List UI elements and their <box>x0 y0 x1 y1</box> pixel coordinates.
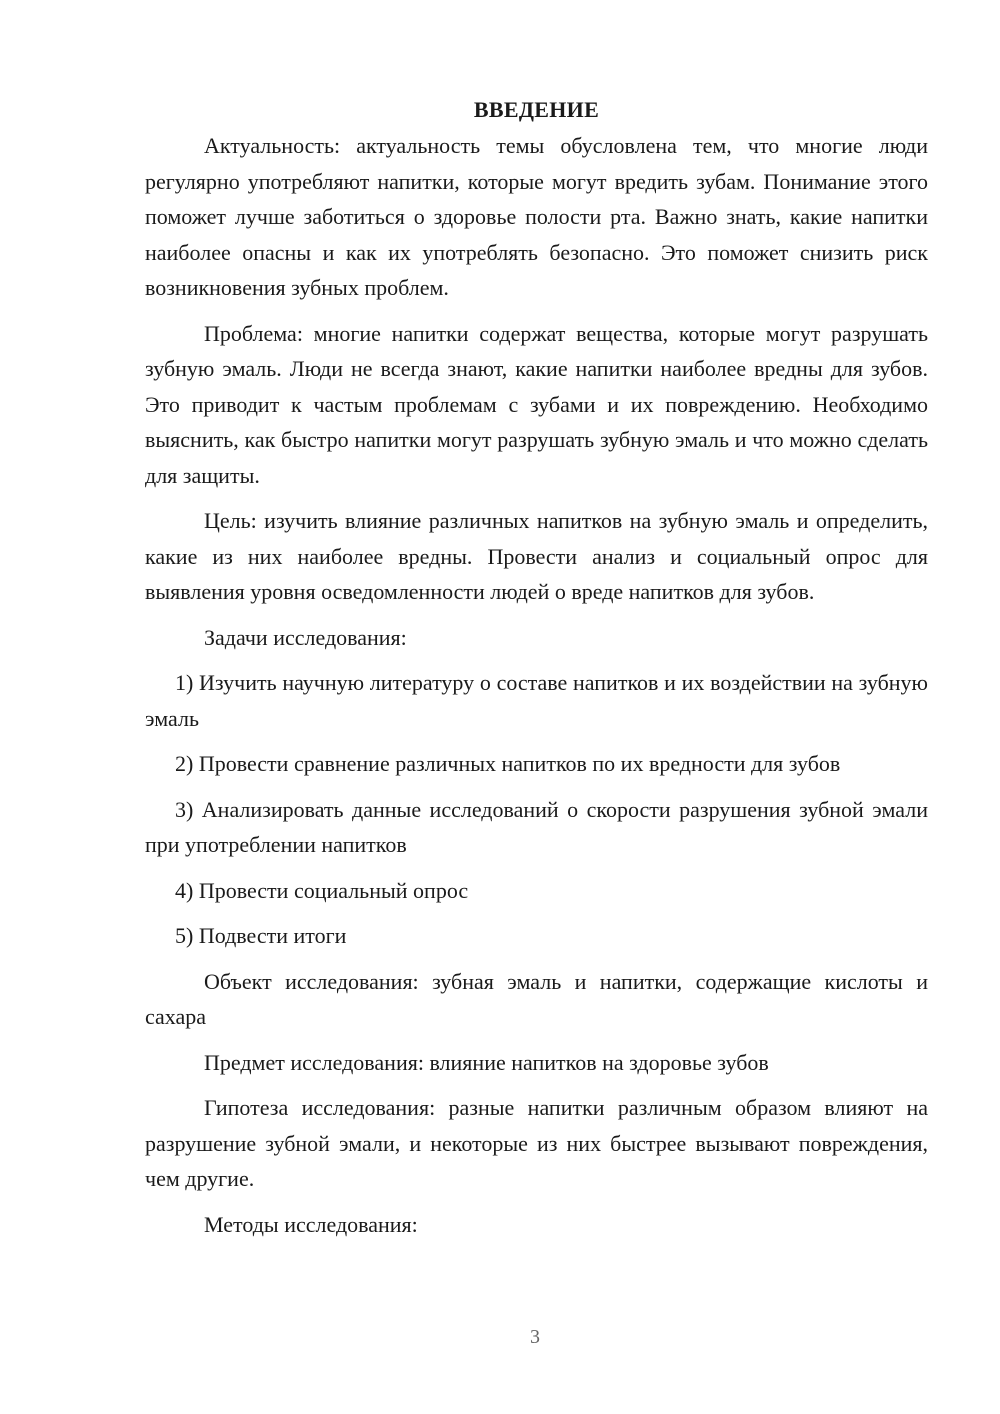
list-item: 2) Провести сравнение различных напитков по их вредности для зубов <box>175 751 841 776</box>
paragraph-object: Объект исследования: зубная эмаль и напитки, содержащие кислоты и сахара <box>145 968 928 1029</box>
paragraph-methods-heading: Методы исследования: <box>204 1211 418 1237</box>
paragraph-relevance: Актуальность: актуальность темы обусловлена тем, что многие люди регулярно употребляют напитки, которые могут вредить зубам. Понимание этого поможет лучше заботиться о здоровье полости рта. Важно знать, какие напитки наиболее опасны и как их употреблять безопасно. Это поможет снизить риск возникновения зубных проблем. <box>145 133 928 300</box>
paragraph-goal: Цель: изучить влияние различных напитков на зубную эмаль и определить, какие из них наиболее вредны. Провести анализ и социальный опрос для выявления уровня осведомленности людей о вреде напитков для зубов. <box>145 508 928 604</box>
paragraph-tasks-heading: Задачи исследования: <box>204 624 407 650</box>
page-title: ВВЕДЕНИЕ <box>473 97 600 122</box>
list-item: 5) Подвести итоги <box>175 923 347 948</box>
list-item: 1) Изучить научную литературу о составе напитков и их воздействии на зубную эмаль <box>145 670 928 731</box>
list-item: 3) Анализировать данные исследований о скорости разрушения зубной эмали при употреблении напитков <box>145 796 928 857</box>
list-item: 4) Провести социальный опрос <box>175 877 469 903</box>
paragraph-hypothesis: Гипотеза исследования: разные напитки различным образом влияют на разрушение зубной эмали, и некоторые из них быстрее вызывают повреждения, чем другие. <box>145 1095 928 1191</box>
document-page <box>145 92 928 1252</box>
paragraph-subject: Предмет исследования: влияние напитков на здоровье зубов <box>204 1049 769 1075</box>
page-number: 3 <box>530 1326 540 1348</box>
paragraph-problem: Проблема: многие напитки содержат вещества, которые могут разрушать зубную эмаль. Люди не всегда знают, какие напитки наиболее вредны для зубов. Это приводит к частым проблемам с зубами и их повреждению. Необходимо выяснить, как быстро напитки могут разрушать зубную эмаль и что можно сделать для защиты. <box>145 320 928 488</box>
